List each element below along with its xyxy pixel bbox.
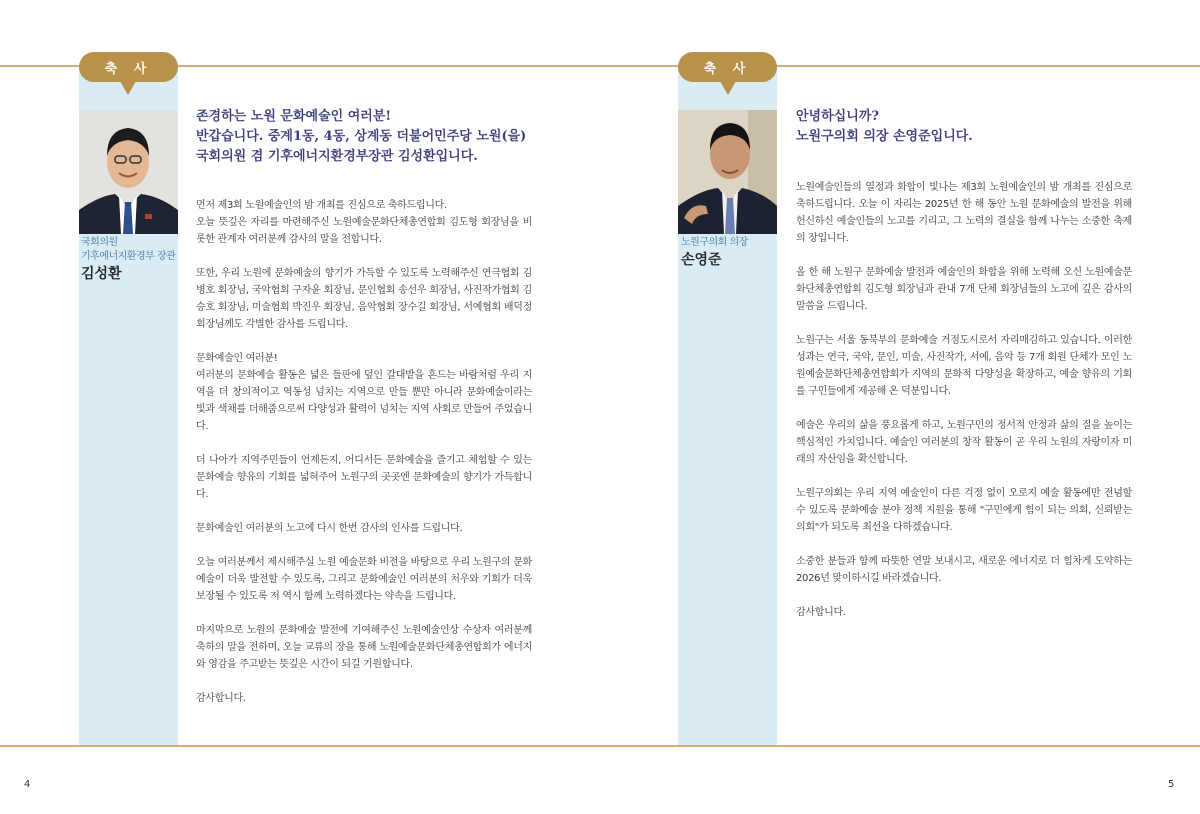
left-paragraph: 오늘 여러분께서 제시해주실 노원 예술문화 비전을 바탕으로 우리 노원구의 문화예술이 더욱 발전할 수 있도록, 그리고 문화예술인 여러분의 처우와 기회가 더욱 보장될 수 있도록 저 역시 함께 노력하겠다는 약속을 드립니다. <box>196 557 532 602</box>
top-rule <box>0 65 1200 67</box>
left-caption-title: 국회의원 기후에너지환경부 장관 <box>81 237 176 262</box>
left-page-number: 4 <box>24 779 31 790</box>
left-paragraph: 감사합니다. <box>196 693 246 704</box>
left-paragraph: 문화예술인 여러분! 여러분의 문화예술 활동은 넓은 들판에 덮인 갈대밭을 흔드는 바람처럼 우리 지역을 더 창의적이고 역동성 넘치는 지역으로 만들 뿐만 아니라 문화예술이라는 빛과 색채를 더해줌으로써 다양성과 활력이 넘치는 지역 사회로 만들어 주었습니다. <box>196 353 532 432</box>
right-heading-line: 안녕하십니까? <box>796 109 879 124</box>
left-portrait-photo <box>79 110 178 234</box>
right-paragraph: 소중한 분들과 함께 따뜻한 연말 보내시고, 새로운 에너지로 더 힘차게 도약하는 2026년 맞이하시길 바라겠습니다. <box>796 556 1132 584</box>
right-caption-name: 손영준 <box>681 252 722 268</box>
left-badge-pointer-icon <box>120 81 136 95</box>
left-paragraph: 또한, 우리 노원에 문화예술의 향기가 가득할 수 있도록 노력해주신 연극협회 김병호 회장님, 국악협회 구자윤 회장님, 문인협회 송선우 회장님, 사진작가협회 김승호 회장님, 미술협회 박진우 회장님, 음악협회 장수길 회장님, 서예협회 배덕정 회장님께도 각별한 감사를 드립니다. <box>196 268 532 330</box>
right-heading-line: 노원구의회 의장 손영준입니다. <box>796 129 973 144</box>
right-paragraph: 올 한 해 노원구 문화예술 발전과 예술인의 화합을 위해 노력해 오신 노원예술문화단체총연합회 김도형 회장님과 관내 7개 단체 회장님들의 노고에 깊은 감사의 말씀을 드립니다. <box>796 267 1132 312</box>
left-paragraph: 문화예술인 여러분의 노고에 다시 한번 감사의 인사를 드립니다. <box>196 523 463 534</box>
right-body-text <box>796 179 1132 638</box>
bottom-rule <box>0 745 1200 747</box>
right-paragraph: 노원구는 서울 동북부의 문화예술 거점도시로서 자리매김하고 있습니다. 이러한 성과는 연극, 국악, 문인, 미술, 사진작가, 서예, 음악 등 7개 회원 단체가 모인 노원예술문화단체총연합회가 지역의 문화적 다양성을 확장하고, 예술 향유의 기회를 구민들에게 제공해 온 덕분입니다. <box>796 335 1132 397</box>
left-body-text <box>196 197 532 724</box>
left-heading-line: 존경하는 노원 문화예술인 여러분! <box>196 109 392 124</box>
right-paragraph: 예술은 우리의 삶을 풍요롭게 하고, 노원구민의 정서적 안정과 삶의 질을 높이는 핵심적인 가치입니다. 예술인 여러분의 창작 활동이 곧 우리 노원의 자랑이자 미래의 자산임을 확신합니다. <box>796 420 1132 465</box>
right-paragraph: 노원구의회는 우리 지역 예술인이 다른 걱정 없이 오로지 예술 활동에만 전념할 수 있도록 문화예술 분야 정책 지원을 통해 "구민에게 힘이 되는 의회, 신뢰받는 의회"가 되도록 최선을 다하겠습니다. <box>796 488 1132 533</box>
left-heading-line: 국회의원 겸 기후에너지환경부장관 김성환입니다. <box>196 149 478 164</box>
right-congrats-badge: 축 사 <box>678 52 777 82</box>
right-page-number: 5 <box>1168 779 1175 790</box>
right-caption-title: 노원구의회 의장 <box>681 237 748 248</box>
right-heading <box>796 107 1136 147</box>
left-heading <box>196 107 536 167</box>
left-heading-line: 반갑습니다. 중계1동, 4동, 상계동 더불어민주당 노원(을) <box>196 129 527 144</box>
left-caption <box>81 236 191 284</box>
left-paragraph: 먼저 제3회 노원예술인의 밤 개최를 진심으로 축하드립니다. 오늘 뜻깊은 자리를 마련해주신 노원예술문화단체총연합회 김도형 회장님을 비롯한 관계자 여러분께 감사의 말을 전합니다. <box>196 200 532 245</box>
right-paragraph: 노원예술인들의 열정과 화합이 빛나는 제3회 노원예술인의 밤 개최를 진심으로 축하드립니다. 오늘 이 자리는 2025년 한 해 동안 노원 문화예술의 발전을 위해 헌신하신 예술인들의 노고를 기리고, 그 노력의 결실을 함께 나누는 소중한 축제의 장입니다. <box>796 182 1132 244</box>
right-paragraph: 감사합니다. <box>796 607 846 618</box>
left-congrats-badge: 축 사 <box>79 52 178 82</box>
right-portrait-photo <box>678 110 777 234</box>
left-paragraph: 더 나아가 지역주민들이 언제든지, 어디서든 문화예술을 즐기고 체험할 수 있는 문화예술 향유의 기회를 넓혀주어 노원구의 곳곳엔 문화예술의 향기가 가득합니다. <box>196 455 532 500</box>
left-paragraph: 마지막으로 노원의 문화예술 발전에 기여해주신 노원예술인상 수상자 여러분께 축하의 말을 전하며, 오늘 교류의 장을 통해 노원예술문화단체총연합회가 에너지와 영감을 주고받는 뜻깊은 시간이 되길 기원합니다. <box>196 625 532 670</box>
left-caption-name: 김성환 <box>81 266 122 282</box>
right-badge-pointer-icon <box>720 81 736 95</box>
right-caption <box>681 236 791 270</box>
